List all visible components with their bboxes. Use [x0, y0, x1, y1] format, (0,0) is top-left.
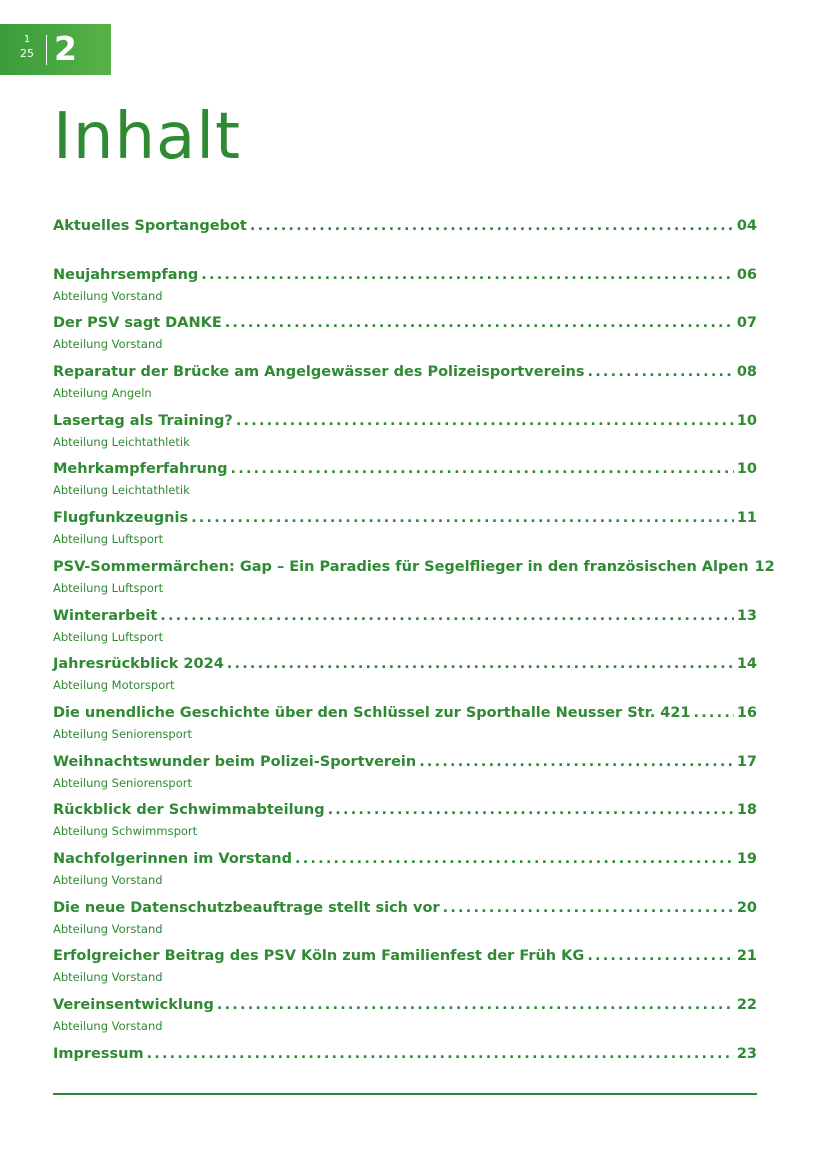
- toc-entry-row: [53, 754, 757, 775]
- toc-entry-department: Abteilung Luftsport: [53, 580, 164, 595]
- toc-entry-page: 14: [736, 656, 757, 673]
- toc-dot-leader: [694, 705, 734, 721]
- toc-entry[interactable]: [53, 608, 757, 657]
- toc-entry-department: Abteilung Vorstand: [53, 970, 163, 985]
- toc-entry-title: Aktuelles Sportangebot: [53, 218, 247, 234]
- toc-entry[interactable]: [53, 705, 757, 754]
- toc-entry-row: [53, 315, 757, 336]
- toc-entry-page: 21: [736, 948, 757, 965]
- toc-entry-title: Weihnachtswunder beim Polizei-Sportverein: [53, 753, 417, 770]
- toc-entry[interactable]: [53, 754, 757, 803]
- toc-entry-title: Vereinsentwicklung: [53, 997, 214, 1013]
- toc-entry-row: [53, 558, 775, 580]
- toc-dot-leader: [295, 851, 734, 867]
- toc-entry-title: Reparatur der Brücke am Angelgewässer des Polizeisportvereins: [53, 364, 585, 381]
- toc-entry[interactable]: [53, 997, 757, 1046]
- toc-entry-department: Abteilung Vorstand: [53, 921, 163, 936]
- toc-entry-department: Abteilung Leichtathletik: [53, 434, 190, 449]
- toc-entry-row: [53, 413, 757, 434]
- toc-dot-leader: [250, 218, 734, 234]
- toc-entry[interactable]: [53, 900, 757, 949]
- toc-dot-leader: [227, 656, 734, 672]
- toc-entry[interactable]: [53, 218, 757, 267]
- page-badge: [0, 24, 111, 75]
- issue-indicator: [14, 35, 40, 59]
- toc-dot-leader: [191, 510, 734, 526]
- toc-entry-row: [53, 851, 757, 872]
- toc-entry-department: Abteilung Motorsport: [53, 678, 175, 693]
- toc-entry-page: 22: [736, 997, 757, 1013]
- toc-entry[interactable]: [53, 1046, 757, 1095]
- toc-entry-department: Abteilung Angeln: [53, 386, 152, 401]
- toc-dot-leader: [328, 802, 734, 818]
- toc-entry[interactable]: [53, 802, 757, 851]
- toc-dot-leader: [160, 608, 734, 624]
- toc-entry-page: 17: [736, 753, 757, 770]
- toc-entry-page: 23: [736, 1045, 757, 1062]
- toc-entry-title: Die unendliche Geschichte über den Schlüssel zur Sporthalle Neusser Str. 421: [53, 704, 691, 721]
- page-number: 2: [54, 29, 77, 68]
- toc-entry-page: 04: [736, 218, 757, 234]
- toc-dot-leader: [443, 900, 734, 916]
- toc-dot-leader: [587, 948, 734, 964]
- toc-dot-leader: [217, 997, 734, 1013]
- toc-entry-page: 18: [736, 802, 757, 819]
- toc-entry[interactable]: [53, 851, 757, 900]
- toc-entry-row: [53, 267, 757, 288]
- toc-dot-leader: [225, 315, 734, 331]
- toc-entry-page: 19: [736, 850, 757, 867]
- toc-entry-row: [53, 948, 757, 969]
- toc-entry-page: 13: [736, 607, 757, 624]
- toc-entry[interactable]: [53, 558, 775, 608]
- toc-dot-leader: [236, 413, 734, 429]
- toc-dot-leader: [147, 1046, 734, 1062]
- page-title: Inhalt: [53, 100, 242, 174]
- toc-entry[interactable]: [53, 413, 757, 462]
- toc-entry-title: Erfolgreicher Beitrag des PSV Köln zum Familienfest der Früh KG: [53, 948, 585, 965]
- toc-entry-row: [53, 705, 757, 726]
- badge-divider: [46, 35, 47, 65]
- toc-entry[interactable]: [53, 315, 757, 364]
- toc-entry-title: Nachfolgerinnen im Vorstand: [53, 850, 292, 867]
- toc-entry-department: Abteilung Leichtathletik: [53, 483, 190, 498]
- bottom-divider: [53, 1093, 757, 1095]
- toc-entry-row: [53, 997, 757, 1018]
- toc-entry-title: Die neue Datenschutzbeauftrage stellt sich vor: [53, 899, 440, 916]
- toc-entry-title: Rückblick der Schwimmabteilung: [53, 802, 325, 819]
- toc-entry-title: Impressum: [53, 1045, 144, 1062]
- toc-entry-department: Abteilung Schwimmsport: [53, 824, 198, 839]
- toc-entry-row: [53, 656, 757, 677]
- toc-entry-title: Winterarbeit: [53, 607, 158, 624]
- toc-entry-row: [53, 900, 757, 921]
- toc-entry-title: Jahresrückblick 2024: [53, 656, 224, 673]
- toc-entry-page: 06: [736, 266, 757, 283]
- toc-entry-title: Der PSV sagt DANKE: [53, 315, 222, 332]
- toc-entry-row: [53, 608, 757, 629]
- toc-entry-department: Abteilung Vorstand: [53, 1019, 163, 1033]
- toc-entry-row: [53, 1046, 757, 1067]
- toc-entry-title: Neujahrsempfang: [53, 266, 199, 283]
- toc-entry[interactable]: [53, 510, 757, 559]
- toc-entry[interactable]: [53, 948, 757, 997]
- toc-entry-department: Abteilung Vorstand: [53, 288, 163, 303]
- toc-dot-leader: [419, 754, 734, 770]
- toc-entry-row: [53, 802, 757, 823]
- toc-entry-page: 12: [754, 558, 775, 575]
- toc-entry-title: Flugfunkzeugnis: [53, 510, 189, 527]
- toc-entry-department: Abteilung Vorstand: [53, 872, 163, 887]
- toc-dot-leader: [201, 267, 734, 283]
- table-of-contents: [53, 218, 775, 1094]
- toc-entry-row: [53, 510, 757, 531]
- toc-entry-row: [53, 364, 757, 385]
- toc-entry-page: 10: [736, 412, 757, 429]
- toc-entry-page: 10: [736, 461, 757, 478]
- toc-entry-page: 20: [736, 899, 757, 916]
- toc-entry-row: [53, 461, 757, 482]
- toc-entry-page: 11: [736, 510, 757, 527]
- issue-number: 1: [23, 34, 31, 45]
- toc-entry[interactable]: [53, 656, 757, 705]
- toc-entry-department: Abteilung Luftsport: [53, 629, 164, 644]
- toc-dot-leader: [231, 461, 734, 477]
- toc-entry-department: Abteilung Vorstand: [53, 337, 163, 352]
- toc-entry[interactable]: [53, 461, 757, 510]
- toc-entry-row: [53, 218, 757, 239]
- toc-entry-page: 16: [736, 704, 757, 721]
- toc-entry[interactable]: [53, 267, 757, 316]
- toc-entry-title: PSV-Sommermärchen: Gap – Ein Paradies für Segelflieger in den französischen Alpen: [53, 558, 749, 575]
- toc-entry-department: Abteilung Luftsport: [53, 532, 164, 547]
- toc-entry-page: 07: [736, 315, 757, 332]
- toc-entry-department: Abteilung Seniorensport: [53, 726, 192, 741]
- toc-entry-department: Abteilung Seniorensport: [53, 775, 192, 790]
- toc-dot-leader: [588, 364, 734, 380]
- toc-entry-page: 08: [736, 364, 757, 381]
- toc-entry[interactable]: [53, 364, 757, 413]
- issue-year: 25: [20, 47, 34, 60]
- toc-entry-title: Mehrkampferfahrung: [53, 461, 228, 478]
- toc-entry-title: Lasertag als Training?: [53, 412, 233, 429]
